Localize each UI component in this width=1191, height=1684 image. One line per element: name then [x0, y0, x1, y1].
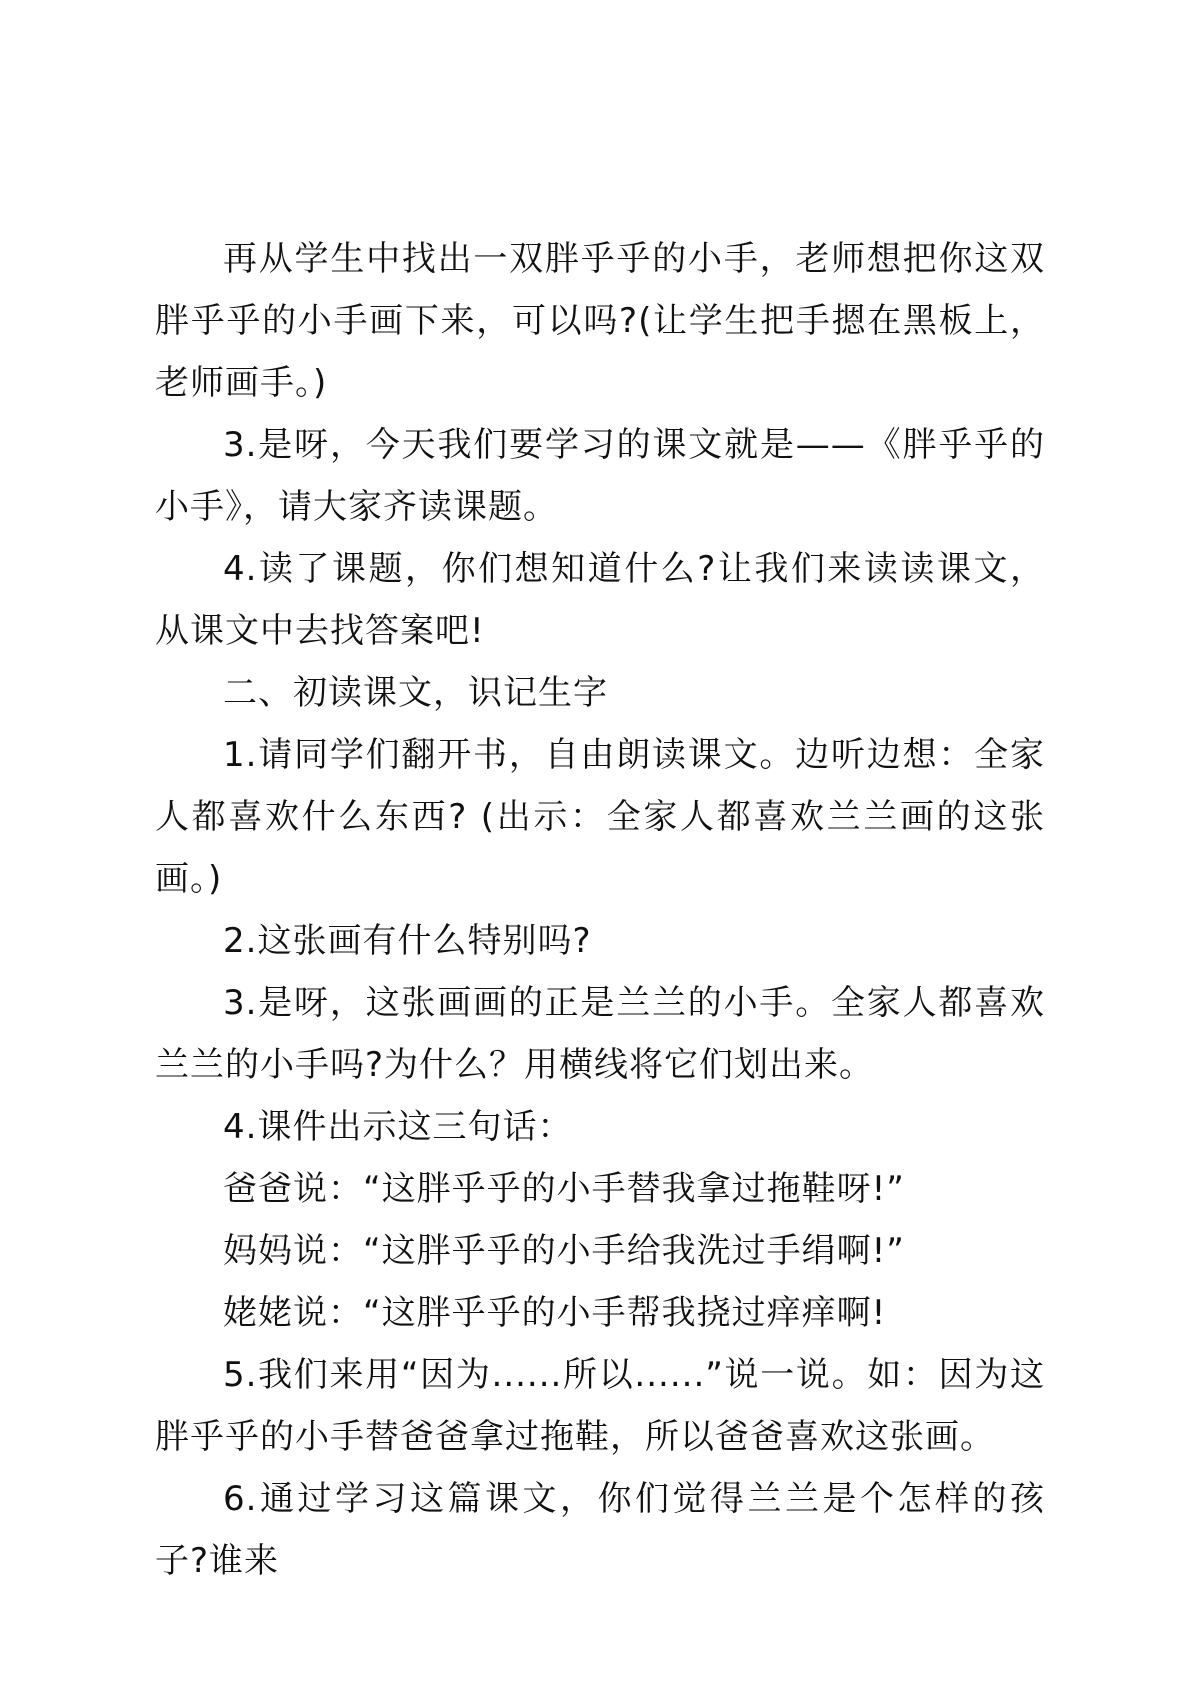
- document-body: [155, 228, 1045, 1592]
- paragraph-item-4: 4.课件出示这三句话：: [223, 1107, 573, 1147]
- quote-father: 爸爸说：“这胖乎乎的小手替我拿过拖鞋呀!”: [223, 1169, 905, 1209]
- paragraph-item-3: 3.是呀，这张画画的正是兰兰的小手。全家人都喜欢兰兰的小手吗?为什么？用横线将它们划出来。: [155, 983, 1045, 1085]
- quote-mother: 妈妈说：“这胖乎乎的小手给我洗过手绢啊!”: [223, 1231, 905, 1271]
- paragraph-step-3: 3.是呀，今天我们要学习的课文就是——《胖乎乎的小手》，请大家齐读课题。: [155, 425, 1045, 527]
- paragraph-item-6: 6.通过学习这篇课文，你们觉得兰兰是个怎样的孩子?谁来: [155, 1479, 1045, 1581]
- paragraph-intro: 再从学生中找出一双胖乎乎的小手，老师想把你这双胖乎乎的小手画下来，可以吗?(让学生把手摁在黑板上，老师画手。): [155, 239, 1045, 403]
- quote-grandmother: 姥姥说：“这胖乎乎的小手帮我挠过痒痒啊!: [223, 1293, 887, 1333]
- paragraph-item-2: 2.这张画有什么特别吗?: [223, 921, 592, 961]
- paragraph-item-5: 5.我们来用“因为......所以......”说一说。如：因为这胖乎乎的小手替爸爸拿过拖鞋，所以爸爸喜欢这张画。: [155, 1355, 1045, 1457]
- paragraph-item-1: 1.请同学们翻开书，自由朗读课文。边听边想：全家人都喜欢什么东西? (出示：全家人都喜欢兰兰画的这张画。): [155, 735, 1045, 899]
- paragraph-step-4: 4.读了课题，你们想知道什么?让我们来读读课文，从课文中去找答案吧!: [155, 549, 1045, 651]
- section-heading-2: 二、初读课文，识记生字: [223, 673, 608, 713]
